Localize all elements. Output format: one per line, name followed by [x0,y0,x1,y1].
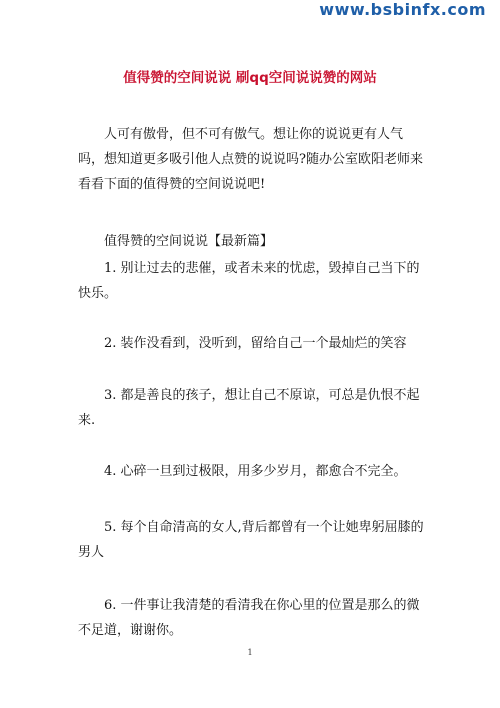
intro-paragraph: 人可有傲骨，但不可有傲气。想让你的说说更有人气吗，想知道更多吸引他人点赞的说说吗?随办公室欧阳老师来看看下面的值得赞的空间说说吧! [78,127,423,192]
list-item-4: 4. 心碎一旦到过极限，用多少岁月，都愈合不完全。 [104,464,407,479]
list-item-3: 3. 都是善良的孩子，想让自己不原谅，可总是仇恨不起来. [78,388,420,428]
list-item-6: 6. 一件事让我清楚的看清我在你心里的位置是那么的微不足道，谢谢你。 [78,598,420,638]
list-item-5: 5. 每个自命清高的女人,背后都曾有一个让她卑躬屈膝的男人 [78,520,424,560]
site-watermark: www.bsbinfx.com [319,0,486,19]
list-item-2: 2. 装作没看到，没听到，留给自己一个最灿烂的笑容 [104,336,407,351]
page-number: 1 [247,648,253,657]
section-heading: 值得赞的空间说说【最新篇】 [104,234,274,249]
document-title: 值得赞的空间说说 刷qq空间说说赞的网站 [123,70,377,86]
list-item-1: 1. 别让过去的悲催，或者未来的忧虑，毁掉自己当下的快乐。 [78,261,420,301]
